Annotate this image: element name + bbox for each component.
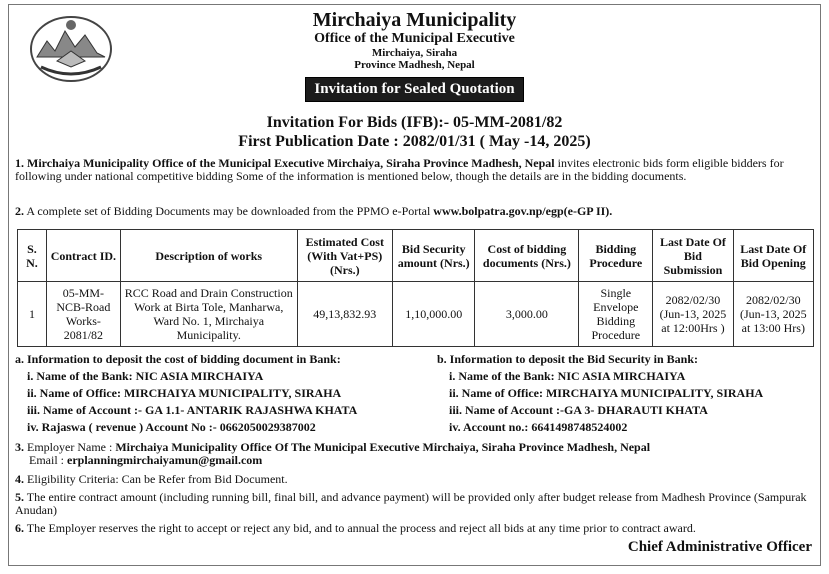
bank-a-title: a. Information to deposit the cost of bidding document in Bank:: [15, 352, 341, 366]
cell-submission: 2082/02/30 (Jun-13, 2025 at 12:00Hrs ): [653, 282, 733, 347]
paragraph-number: 6.: [15, 521, 24, 535]
paragraph-5: [15, 491, 812, 517]
bank-a-line-4: iv. Rajaswa ( revenue ) Account No :- 0662050029387002: [27, 420, 316, 434]
paragraph-6-text: The Employer reserves the right to accept or reject any bid, and to annual the process and reject all bids at any time prior to contract award.: [26, 521, 696, 535]
paragraph-1-text: invites electronic bids form eligible bidders for following under national competitive bidding Some of the information is mentioned below, though the details are in the bidding documents.: [15, 156, 784, 183]
paragraph-number: 1.: [15, 156, 24, 170]
col-sn: S. N.: [18, 230, 47, 282]
cell-contract-id: 05-MM-NCB-Road Works-2081/82: [46, 282, 120, 347]
paragraph-number: 3.: [15, 440, 24, 454]
col-bid-security: Bid Security amount (Nrs.): [392, 230, 474, 282]
table-row: [18, 282, 814, 347]
address-line-2: Province Madhesh, Nepal: [354, 59, 475, 71]
bank-b-line-1: i. Name of the Bank: NIC ASIA MIRCHAIYA: [449, 369, 686, 383]
bank-b-line-3: iii. Name of Account :-GA 3- DHARAUTI KHATA: [449, 403, 708, 417]
table-header-row: [18, 230, 814, 282]
col-submission: Last Date Of Bid Submission: [653, 230, 733, 282]
cell-bid-security: 1,10,000.00: [392, 282, 474, 347]
publication-date: First Publication Date : 2082/01/31 ( May -14, 2025): [238, 133, 591, 150]
email-label: Email :: [29, 453, 67, 467]
paragraph-1: [15, 157, 812, 183]
col-estimated-cost: Estimated Cost (With Vat+PS) (Nrs.): [297, 230, 392, 282]
bank-a-line-1: i. Name of the Bank: NIC ASIA MIRCHAIYA: [27, 369, 264, 383]
paragraph-3: [15, 441, 812, 467]
cell-bid-doc-cost: 3,000.00: [475, 282, 579, 347]
bank-info-b: [437, 351, 763, 436]
paragraph-1-bold: Mirchaiya Municipality Office of the Municipal Executive Mirchaiya, Siraha Province Madhesh, Nepal: [27, 156, 555, 170]
cell-opening: 2082/02/30 (Jun-13, 2025 at 13:00 Hrs): [733, 282, 813, 347]
cell-estimated-cost: 49,13,832.93: [297, 282, 392, 347]
ifb-number: Invitation For Bids (IFB):- 05-MM-2081/82: [266, 114, 563, 131]
employer-name: Mirchaiya Municipality Office Of The Municipal Executive Mirchaiya, Siraha Province Madhesh, Nepal: [115, 440, 651, 454]
col-contract-id: Contract ID.: [46, 230, 120, 282]
cell-description: RCC Road and Drain Construction Work at Birta Tole, Manharwa, Ward No. 1, Mirchaiya Municipality.: [120, 282, 297, 347]
notice-page: [8, 4, 821, 566]
cell-procedure: Single Envelope Bidding Procedure: [579, 282, 653, 347]
paragraph-number: 2.: [15, 204, 24, 218]
col-opening: Last Date Of Bid Opening: [733, 230, 813, 282]
bid-table: [17, 229, 814, 347]
cell-sn: 1: [18, 282, 47, 347]
employer-label: Employer Name :: [27, 440, 116, 454]
col-bid-doc-cost: Cost of bidding documents (Nrs.): [475, 230, 579, 282]
paragraph-2: [15, 205, 812, 218]
paragraph-5-text: The entire contract amount (including running bill, final bill, and advance payment) will be provided only after budget release from Madhesh Province (Sampurak Anudan): [15, 490, 807, 517]
bank-b-line-4: iv. Account no.: 6641498748524002: [449, 420, 628, 434]
bank-a-line-3: iii. Name of Account :- GA 1.1- ANTARIK RAJASHWA KHATA: [27, 403, 358, 417]
address-line-1: Mirchaiya, Siraha: [371, 47, 458, 59]
employer-email: erplanningmirchaiyamun@gmail.com: [67, 453, 263, 467]
letterhead: [9, 9, 820, 102]
notice-banner: Invitation for Sealed Quotation: [305, 77, 523, 102]
col-procedure: Bidding Procedure: [579, 230, 653, 282]
municipality-title: Mirchaiya Municipality: [312, 9, 517, 31]
signature-title: Chief Administrative Officer: [627, 539, 812, 555]
paragraph-2-text: A complete set of Bidding Documents may be downloaded from the PPMO e-Portal: [26, 204, 434, 218]
bank-info-a: [15, 351, 357, 436]
bank-b-line-2: ii. Name of Office: MIRCHAIYA MUNICIPALITY, SIRAHA: [449, 386, 764, 400]
paragraph-4: [15, 473, 812, 486]
paragraph-4-text: Eligibility Criteria: Can be Refer from Bid Document.: [27, 472, 288, 486]
portal-link: www.bolpatra.gov.np/egp(e-GP II).: [433, 204, 613, 218]
office-name: Office of the Municipal Executive: [314, 31, 515, 46]
paragraph-number: 4.: [15, 472, 24, 486]
ifb-block: [9, 113, 820, 151]
bank-b-title: b. Information to deposit the Bid Security in Bank:: [437, 352, 699, 366]
bank-a-line-2: ii. Name of Office: MIRCHAIYA MUNICIPALITY, SIRAHA: [27, 386, 342, 400]
paragraph-6: [15, 522, 812, 535]
col-description: Description of works: [120, 230, 297, 282]
paragraph-number: 5.: [15, 490, 24, 504]
